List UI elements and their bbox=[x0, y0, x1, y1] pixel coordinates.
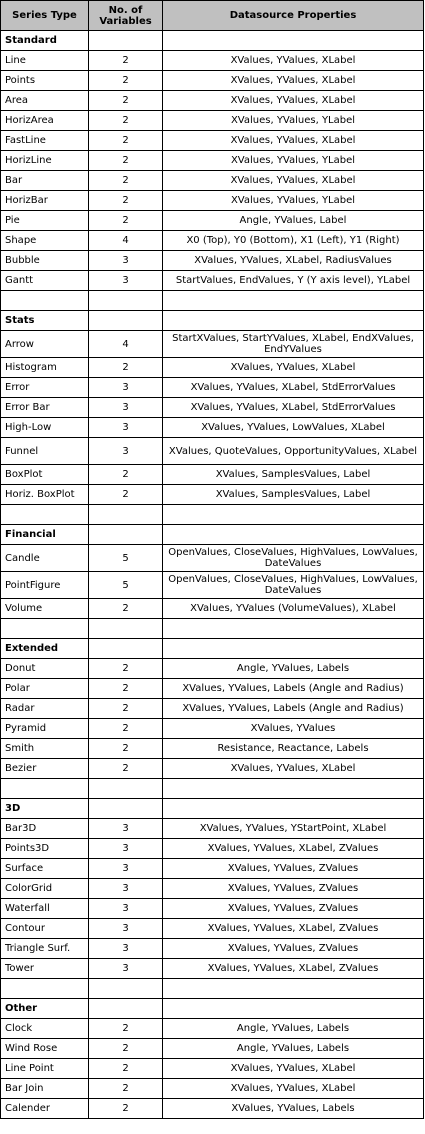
datasource-properties-cell: XValues, YValues, ZValues bbox=[163, 899, 424, 919]
empty-cell bbox=[89, 999, 163, 1019]
num-variables-cell: 2 bbox=[89, 465, 163, 485]
series-type-cell: Horiz. BoxPlot bbox=[1, 485, 89, 505]
table-row bbox=[1, 1079, 424, 1099]
empty-cell bbox=[163, 291, 424, 311]
table-row bbox=[1, 211, 424, 231]
datasource-properties-cell: XValues, SamplesValues, Label bbox=[163, 465, 424, 485]
table-row bbox=[1, 572, 424, 599]
table-row bbox=[1, 131, 424, 151]
datasource-properties-cell: XValues, YValues, XLabel bbox=[163, 171, 424, 191]
table-row bbox=[1, 859, 424, 879]
table-row bbox=[1, 91, 424, 111]
table-row bbox=[1, 919, 424, 939]
num-variables-cell: 2 bbox=[89, 599, 163, 619]
series-type-cell: Radar bbox=[1, 699, 89, 719]
table-row bbox=[1, 545, 424, 572]
series-type-cell: Surface bbox=[1, 859, 89, 879]
group-label: Financial bbox=[1, 525, 89, 545]
table-row bbox=[1, 398, 424, 418]
empty-cell bbox=[89, 505, 163, 525]
num-variables-cell: 2 bbox=[89, 659, 163, 679]
group-label: Extended bbox=[1, 639, 89, 659]
datasource-properties-cell: XValues, YValues, Labels (Angle and Radius) bbox=[163, 679, 424, 699]
num-variables-cell: 2 bbox=[89, 1059, 163, 1079]
series-type-cell: Donut bbox=[1, 659, 89, 679]
series-type-cell: Histogram bbox=[1, 358, 89, 378]
table-row bbox=[1, 959, 424, 979]
datasource-properties-cell: OpenValues, CloseValues, HighValues, LowValues, DateValues bbox=[163, 572, 424, 599]
table-row bbox=[1, 699, 424, 719]
table-row bbox=[1, 71, 424, 91]
group-label: Standard bbox=[1, 31, 89, 51]
table-row bbox=[1, 191, 424, 211]
num-variables-cell: 3 bbox=[89, 899, 163, 919]
table-body bbox=[1, 31, 424, 1119]
series-type-cell: HorizBar bbox=[1, 191, 89, 211]
datasource-properties-cell: XValues, YValues, XLabel, ZValues bbox=[163, 839, 424, 859]
num-variables-cell: 3 bbox=[89, 819, 163, 839]
num-variables-cell: 2 bbox=[89, 759, 163, 779]
table-row bbox=[1, 358, 424, 378]
table-row bbox=[1, 151, 424, 171]
datasource-properties-cell: XValues, SamplesValues, Label bbox=[163, 485, 424, 505]
group-header-row bbox=[1, 639, 424, 659]
datasource-properties-cell: XValues, YValues, XLabel bbox=[163, 131, 424, 151]
series-type-cell: Funnel bbox=[1, 438, 89, 465]
series-type-cell: Contour bbox=[1, 919, 89, 939]
table-row bbox=[1, 331, 424, 358]
series-type-cell: Line Point bbox=[1, 1059, 89, 1079]
empty-cell bbox=[1, 979, 89, 999]
datasource-properties-cell: XValues, YValues, XLabel bbox=[163, 1079, 424, 1099]
spacer-row bbox=[1, 291, 424, 311]
series-type-cell: Pyramid bbox=[1, 719, 89, 739]
series-type-cell: Bar bbox=[1, 171, 89, 191]
num-variables-cell: 3 bbox=[89, 438, 163, 465]
table-row bbox=[1, 485, 424, 505]
series-type-cell: BoxPlot bbox=[1, 465, 89, 485]
empty-cell bbox=[89, 31, 163, 51]
series-type-cell: Area bbox=[1, 91, 89, 111]
series-type-cell: Volume bbox=[1, 599, 89, 619]
num-variables-cell: 2 bbox=[89, 211, 163, 231]
series-type-cell: ColorGrid bbox=[1, 879, 89, 899]
num-variables-cell: 2 bbox=[89, 358, 163, 378]
series-type-cell: High-Low bbox=[1, 418, 89, 438]
header-datasource-properties: Datasource Properties bbox=[163, 1, 424, 31]
table-row bbox=[1, 111, 424, 131]
series-type-cell: Clock bbox=[1, 1019, 89, 1039]
empty-cell bbox=[89, 639, 163, 659]
num-variables-cell: 3 bbox=[89, 271, 163, 291]
num-variables-cell: 2 bbox=[89, 719, 163, 739]
empty-cell bbox=[163, 31, 424, 51]
empty-cell bbox=[163, 505, 424, 525]
series-type-cell: Line bbox=[1, 51, 89, 71]
num-variables-cell: 2 bbox=[89, 1039, 163, 1059]
table-row bbox=[1, 679, 424, 699]
num-variables-cell: 2 bbox=[89, 171, 163, 191]
datasource-properties-cell: XValues, YValues, YLabel bbox=[163, 191, 424, 211]
table-row bbox=[1, 251, 424, 271]
datasource-properties-cell: Angle, YValues, Labels bbox=[163, 1039, 424, 1059]
datasource-properties-cell: XValues, YValues, XLabel, RadiusValues bbox=[163, 251, 424, 271]
num-variables-cell: 2 bbox=[89, 51, 163, 71]
num-variables-cell: 3 bbox=[89, 879, 163, 899]
series-type-cell: HorizArea bbox=[1, 111, 89, 131]
spacer-row bbox=[1, 505, 424, 525]
num-variables-cell: 2 bbox=[89, 739, 163, 759]
empty-cell bbox=[89, 799, 163, 819]
num-variables-cell: 3 bbox=[89, 251, 163, 271]
empty-cell bbox=[1, 779, 89, 799]
datasource-properties-cell: XValues, YValues, LowValues, XLabel bbox=[163, 418, 424, 438]
series-type-cell: Error Bar bbox=[1, 398, 89, 418]
datasource-properties-cell: Resistance, Reactance, Labels bbox=[163, 739, 424, 759]
num-variables-cell: 3 bbox=[89, 839, 163, 859]
table-row bbox=[1, 879, 424, 899]
table-row bbox=[1, 171, 424, 191]
empty-cell bbox=[163, 999, 424, 1019]
num-variables-cell: 3 bbox=[89, 398, 163, 418]
series-type-cell: FastLine bbox=[1, 131, 89, 151]
datasource-properties-cell: XValues, YValues, XLabel, StdErrorValues bbox=[163, 398, 424, 418]
num-variables-cell: 2 bbox=[89, 699, 163, 719]
datasource-properties-cell: XValues, YValues, XLabel, StdErrorValues bbox=[163, 378, 424, 398]
empty-cell bbox=[163, 311, 424, 331]
table-row bbox=[1, 51, 424, 71]
datasource-properties-cell: XValues, YValues, YStartPoint, XLabel bbox=[163, 819, 424, 839]
empty-cell bbox=[163, 979, 424, 999]
num-variables-cell: 3 bbox=[89, 378, 163, 398]
empty-cell bbox=[163, 525, 424, 545]
empty-cell bbox=[163, 619, 424, 639]
empty-cell bbox=[89, 979, 163, 999]
empty-cell bbox=[89, 311, 163, 331]
table-row bbox=[1, 271, 424, 291]
series-type-cell: Tower bbox=[1, 959, 89, 979]
table-row bbox=[1, 819, 424, 839]
num-variables-cell: 2 bbox=[89, 1099, 163, 1119]
num-variables-cell: 2 bbox=[89, 71, 163, 91]
series-type-cell: Points3D bbox=[1, 839, 89, 859]
num-variables-cell: 2 bbox=[89, 485, 163, 505]
datasource-properties-cell: XValues, QuoteValues, OpportunityValues, XLabel bbox=[163, 438, 424, 465]
table-row bbox=[1, 659, 424, 679]
table-row bbox=[1, 231, 424, 251]
group-header-row bbox=[1, 311, 424, 331]
datasource-properties-cell: XValues, YValues, XLabel bbox=[163, 1059, 424, 1079]
group-header-row bbox=[1, 799, 424, 819]
group-label: Stats bbox=[1, 311, 89, 331]
table-row bbox=[1, 839, 424, 859]
table-row bbox=[1, 438, 424, 465]
table-row bbox=[1, 1059, 424, 1079]
datasource-properties-cell: XValues, YValues, ZValues bbox=[163, 879, 424, 899]
header-series-type: Series Type bbox=[1, 1, 89, 31]
datasource-properties-cell: XValues, YValues, YLabel bbox=[163, 151, 424, 171]
datasource-properties-cell: Angle, YValues, Labels bbox=[163, 1019, 424, 1039]
empty-cell bbox=[1, 291, 89, 311]
series-type-cell: HorizLine bbox=[1, 151, 89, 171]
num-variables-cell: 2 bbox=[89, 1079, 163, 1099]
datasource-properties-cell: XValues, YValues, ZValues bbox=[163, 859, 424, 879]
empty-cell bbox=[89, 779, 163, 799]
series-type-cell: Triangle Surf. bbox=[1, 939, 89, 959]
spacer-row bbox=[1, 779, 424, 799]
group-header-row bbox=[1, 31, 424, 51]
datasource-properties-cell: XValues, YValues, ZValues bbox=[163, 939, 424, 959]
num-variables-cell: 2 bbox=[89, 131, 163, 151]
series-type-cell: Pie bbox=[1, 211, 89, 231]
datasource-properties-cell: XValues, YValues, XLabel bbox=[163, 51, 424, 71]
num-variables-cell: 2 bbox=[89, 191, 163, 211]
datasource-properties-cell: XValues, YValues bbox=[163, 719, 424, 739]
datasource-properties-cell: XValues, YValues, XLabel bbox=[163, 358, 424, 378]
table-row bbox=[1, 1039, 424, 1059]
series-type-cell: Bar3D bbox=[1, 819, 89, 839]
header-row bbox=[1, 1, 424, 31]
num-variables-cell: 3 bbox=[89, 939, 163, 959]
datasource-properties-cell: XValues, YValues, XLabel bbox=[163, 71, 424, 91]
num-variables-cell: 4 bbox=[89, 231, 163, 251]
datasource-properties-cell: XValues, YValues, XLabel, ZValues bbox=[163, 959, 424, 979]
datasource-properties-cell: Angle, YValues, Label bbox=[163, 211, 424, 231]
table-row bbox=[1, 939, 424, 959]
num-variables-cell: 4 bbox=[89, 331, 163, 358]
series-type-cell: Waterfall bbox=[1, 899, 89, 919]
table-row bbox=[1, 739, 424, 759]
empty-cell bbox=[1, 619, 89, 639]
empty-cell bbox=[89, 291, 163, 311]
group-label: Other bbox=[1, 999, 89, 1019]
num-variables-cell: 3 bbox=[89, 959, 163, 979]
spacer-row bbox=[1, 619, 424, 639]
series-type-cell: Bar Join bbox=[1, 1079, 89, 1099]
table-row bbox=[1, 465, 424, 485]
num-variables-cell: 2 bbox=[89, 111, 163, 131]
spacer-row bbox=[1, 979, 424, 999]
group-header-row bbox=[1, 525, 424, 545]
series-type-cell: Shape bbox=[1, 231, 89, 251]
table-row bbox=[1, 759, 424, 779]
series-type-cell: Wind Rose bbox=[1, 1039, 89, 1059]
datasource-properties-cell: Angle, YValues, Labels bbox=[163, 659, 424, 679]
num-variables-cell: 2 bbox=[89, 91, 163, 111]
table-row bbox=[1, 1019, 424, 1039]
series-type-cell: Error bbox=[1, 378, 89, 398]
table-row bbox=[1, 899, 424, 919]
table-row bbox=[1, 599, 424, 619]
empty-cell bbox=[89, 619, 163, 639]
empty-cell bbox=[1, 505, 89, 525]
table-row bbox=[1, 1099, 424, 1119]
empty-cell bbox=[89, 525, 163, 545]
series-type-cell: Candle bbox=[1, 545, 89, 572]
table-row bbox=[1, 378, 424, 398]
num-variables-cell: 2 bbox=[89, 1019, 163, 1039]
empty-cell bbox=[163, 639, 424, 659]
num-variables-cell: 3 bbox=[89, 859, 163, 879]
series-type-cell: Polar bbox=[1, 679, 89, 699]
datasource-properties-cell: XValues, YValues, Labels bbox=[163, 1099, 424, 1119]
series-type-cell: PointFigure bbox=[1, 572, 89, 599]
datasource-properties-cell: XValues, YValues, XLabel bbox=[163, 91, 424, 111]
series-type-cell: Arrow bbox=[1, 331, 89, 358]
datasource-properties-cell: XValues, YValues, Labels (Angle and Radius) bbox=[163, 699, 424, 719]
series-type-cell: Points bbox=[1, 71, 89, 91]
table-row bbox=[1, 719, 424, 739]
empty-cell bbox=[163, 799, 424, 819]
series-type-cell: Bubble bbox=[1, 251, 89, 271]
datasource-properties-cell: XValues, YValues, YLabel bbox=[163, 111, 424, 131]
datasource-properties-cell: StartValues, EndValues, Y (Y axis level), YLabel bbox=[163, 271, 424, 291]
datasource-properties-cell: OpenValues, CloseValues, HighValues, LowValues, DateValues bbox=[163, 545, 424, 572]
header-num-variables: No. of Variables bbox=[89, 1, 163, 31]
num-variables-cell: 3 bbox=[89, 919, 163, 939]
datasource-properties-cell: X0 (Top), Y0 (Bottom), X1 (Left), Y1 (Right) bbox=[163, 231, 424, 251]
num-variables-cell: 3 bbox=[89, 418, 163, 438]
num-variables-cell: 2 bbox=[89, 679, 163, 699]
table-row bbox=[1, 418, 424, 438]
series-type-cell: Smith bbox=[1, 739, 89, 759]
series-type-cell: Bezier bbox=[1, 759, 89, 779]
datasource-properties-cell: XValues, YValues, XLabel bbox=[163, 759, 424, 779]
datasource-properties-cell: XValues, YValues (VolumeValues), XLabel bbox=[163, 599, 424, 619]
num-variables-cell: 5 bbox=[89, 545, 163, 572]
series-type-cell: Calender bbox=[1, 1099, 89, 1119]
num-variables-cell: 2 bbox=[89, 151, 163, 171]
group-label: 3D bbox=[1, 799, 89, 819]
num-variables-cell: 5 bbox=[89, 572, 163, 599]
group-header-row bbox=[1, 999, 424, 1019]
datasource-properties-cell: StartXValues, StartYValues, XLabel, EndXValues, EndYValues bbox=[163, 331, 424, 358]
series-type-cell: Gantt bbox=[1, 271, 89, 291]
empty-cell bbox=[163, 779, 424, 799]
datasource-properties-cell: XValues, YValues, XLabel, ZValues bbox=[163, 919, 424, 939]
